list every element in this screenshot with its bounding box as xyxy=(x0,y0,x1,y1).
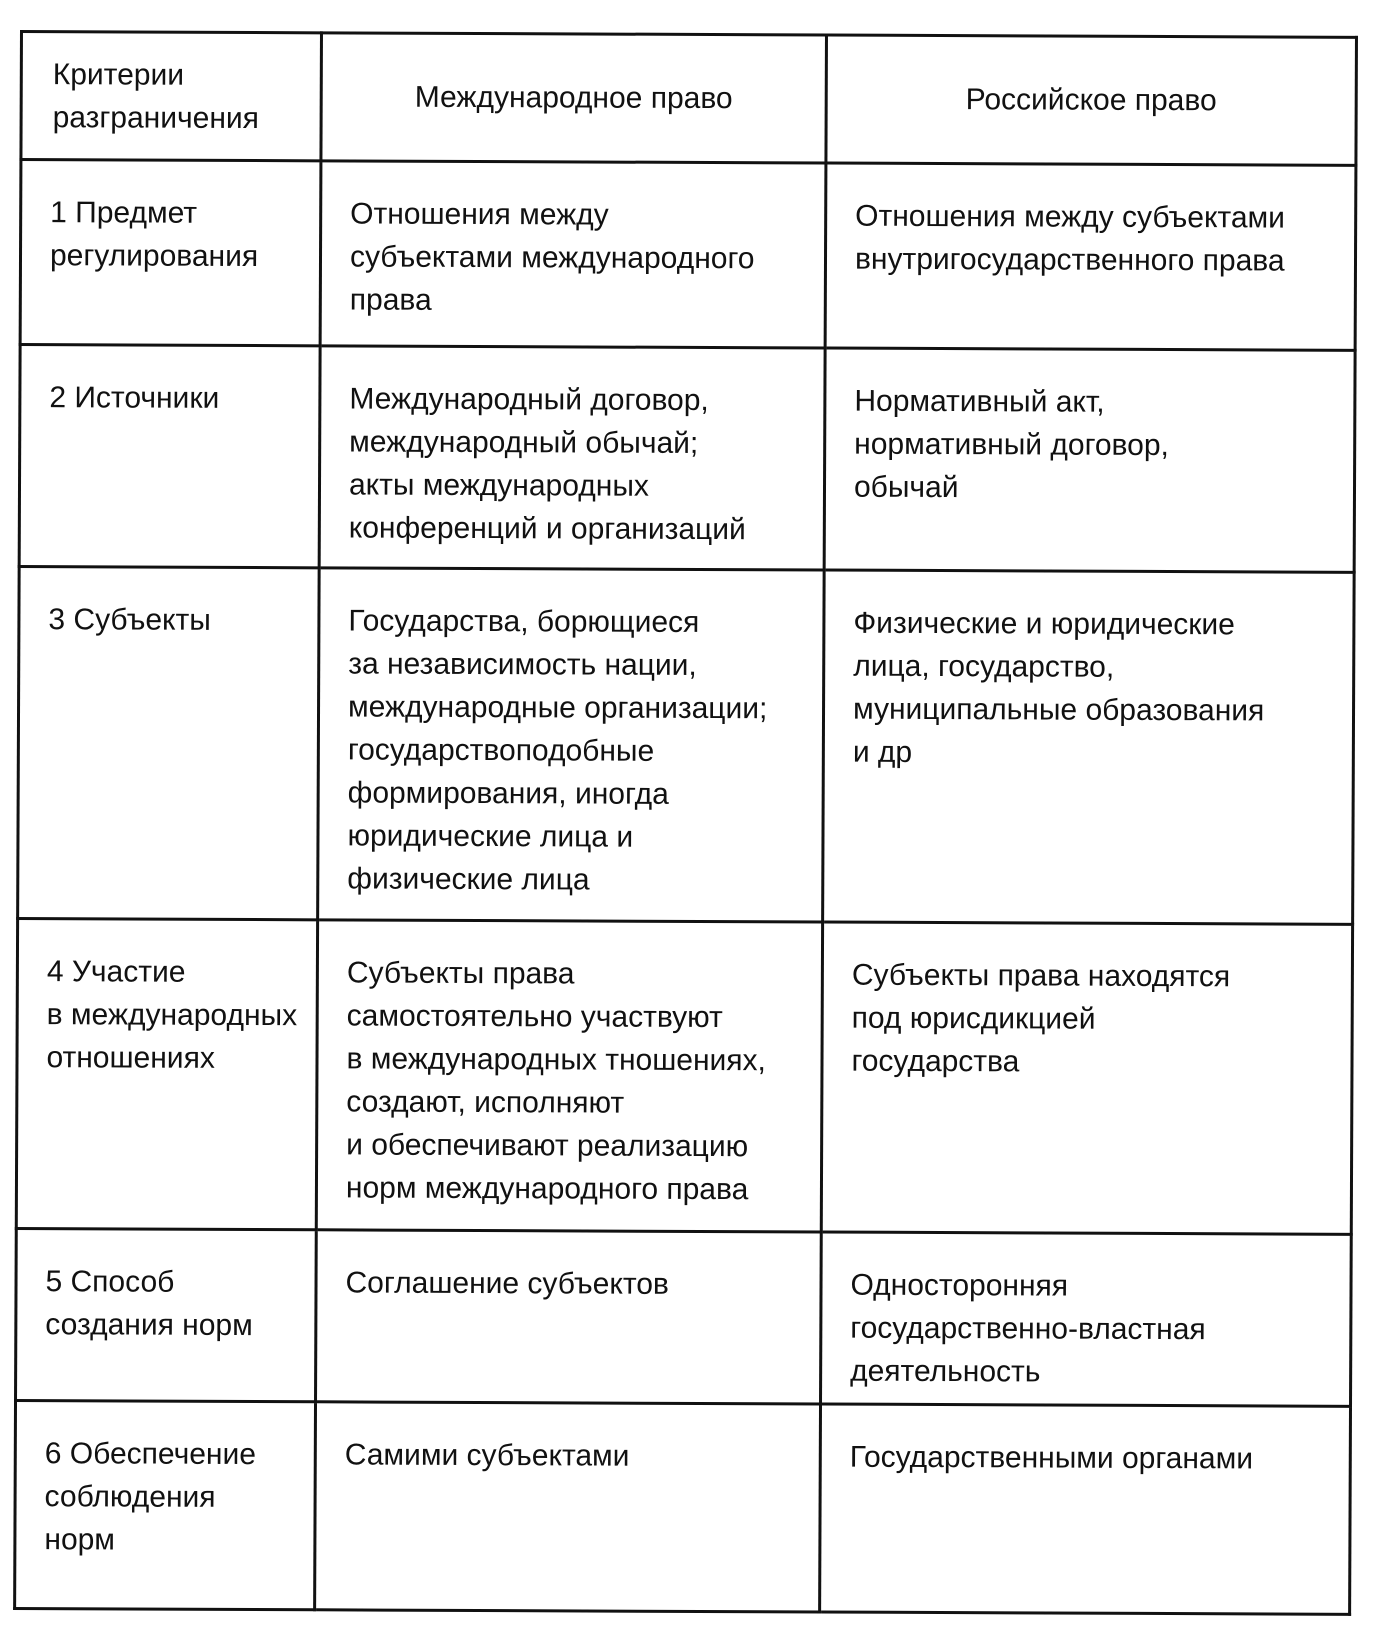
table-row xyxy=(15,1400,1351,1614)
table-row xyxy=(18,567,1355,925)
header-criteria: Критерии разграничения xyxy=(21,32,322,161)
russian-cell: Физические и юридические лица, государство, муниципальные образования и др xyxy=(823,570,1355,924)
russian-cell: Государственными органами xyxy=(820,1404,1351,1614)
criterion-cell: 6 Обеспечение соблюдения норм xyxy=(15,1400,316,1609)
table-row xyxy=(16,1228,1352,1406)
russian-cell: Нормативный акт, нормативный договор, обычай xyxy=(824,348,1355,572)
international-cell: Международный договор, международный обычай; акты международных конференций и организаций xyxy=(319,346,825,570)
russian-cell: Односторонняя государственно-властная деятельность xyxy=(821,1232,1352,1406)
table-row xyxy=(19,345,1355,573)
criterion-cell: 1 Предмет регулирования xyxy=(20,160,321,346)
international-cell: Субъекты права самостоятельно участвуют в международных тношениях, создают, исполняют и обеспечивают реализацию норм международного права xyxy=(316,920,822,1232)
international-cell: Самими субъектами xyxy=(315,1402,821,1612)
header-russian-law: Российское право xyxy=(826,35,1357,165)
table-row xyxy=(20,160,1356,351)
table-row xyxy=(16,918,1352,1234)
international-cell: Государства, борющиеся за независимость нации, международные организации; государствоподобные формирования, иногда юридические лица и физические лица xyxy=(318,568,825,922)
criterion-cell: 2 Источники xyxy=(19,345,320,568)
comparison-table-container xyxy=(13,30,1355,1611)
header-international-law: Международное право xyxy=(321,33,827,163)
international-cell: Соглашение субъектов xyxy=(316,1230,822,1404)
comparison-table xyxy=(13,30,1358,1616)
criterion-cell: 3 Субъекты xyxy=(18,567,320,920)
russian-cell: Отношения между субъектами внутригосударственного права xyxy=(825,163,1356,350)
header-row xyxy=(21,32,1357,166)
criterion-cell: 5 Способ создания норм xyxy=(16,1228,317,1401)
russian-cell: Субъекты права находятся под юрисдикцией государства xyxy=(821,922,1352,1234)
criterion-cell: 4 Участие в международных отношениях xyxy=(16,918,317,1229)
international-cell: Отношения между субъектами международного права xyxy=(320,161,826,348)
